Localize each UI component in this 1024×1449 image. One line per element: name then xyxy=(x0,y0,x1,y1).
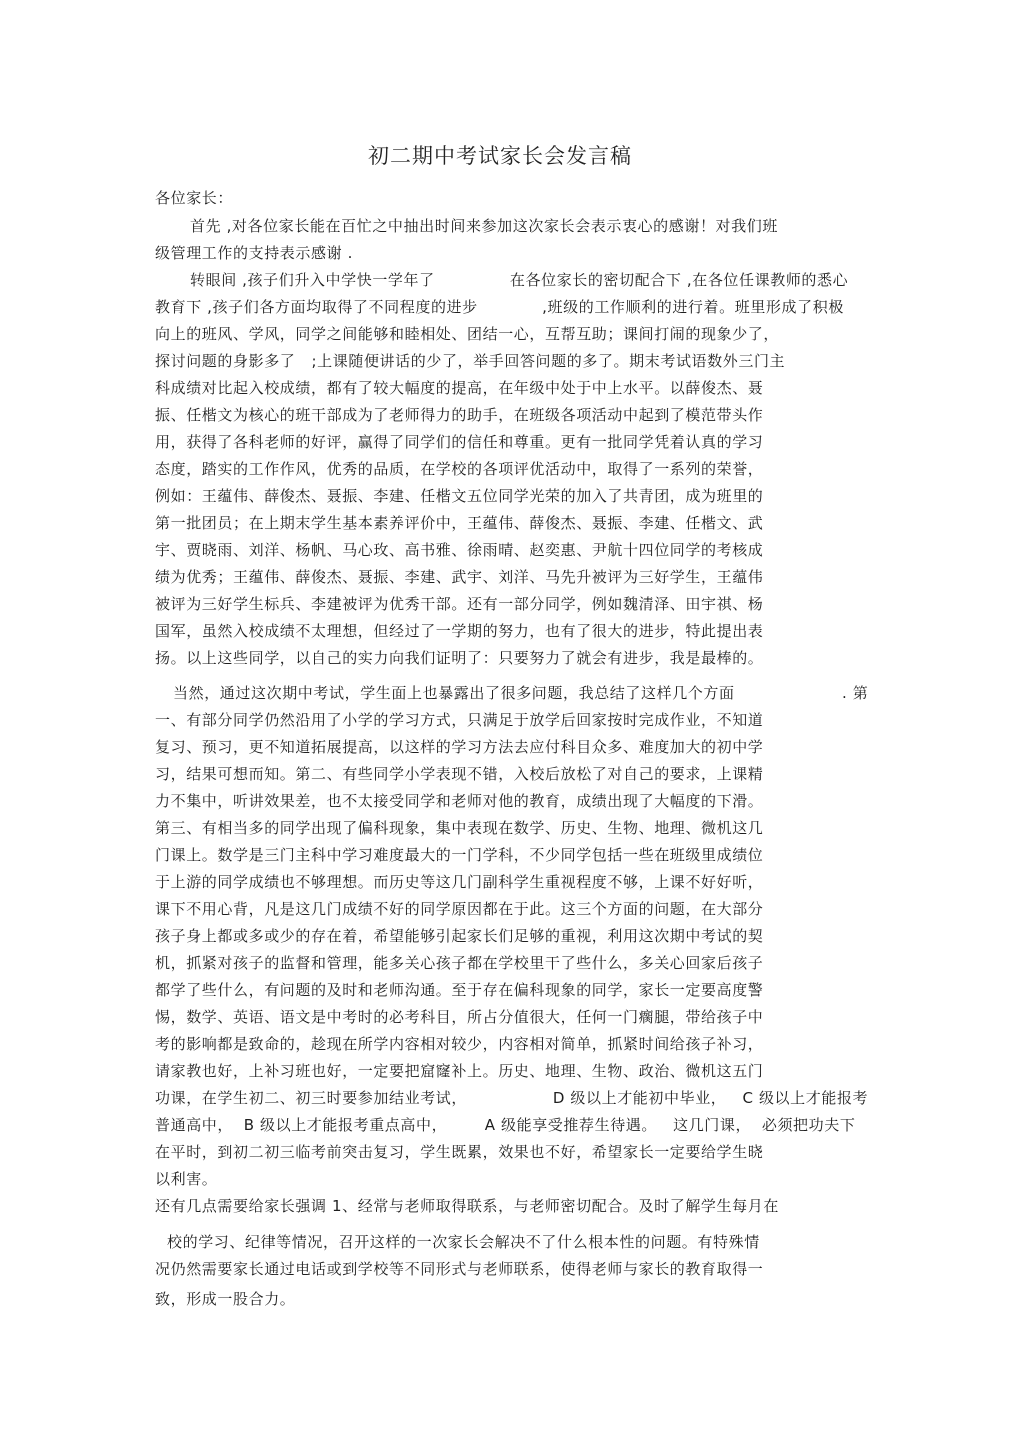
paragraph-line: 绩为优秀；王蕴伟、薛俊杰、聂振、李建、武宇、刘洋、马先升被评为三好学生，王蕴伟 xyxy=(155,568,764,586)
paragraph-line: 力不集中，听讲效果差，也不太接受同学和老师对他的教育，成绩出现了大幅度的下滑。 xyxy=(155,792,764,810)
paragraph-line: 以利害。 xyxy=(155,1170,218,1188)
paragraph-line: 转眼间 ,孩子们升入中学快一学年了 在各位家长的密切配合下 ,在各位任课教师的悉心 xyxy=(190,271,849,289)
paragraph-line: 探讨问题的身影多了 ;上课随便讲话的少了，举手回答问题的多了。期末考试语数外三门主 xyxy=(155,352,786,370)
paragraph-line: 考的影响都是致命的，趁现在所学内容相对较少，内容相对简单，抓紧时间给孩子补习， xyxy=(155,1035,764,1053)
paragraph-line: 复习、预习，更不知道拓展提高，以这样的学习方法去应付科目众多、难度加大的初中学 xyxy=(155,738,764,756)
paragraph-line: 校的学习、纪律等情况，召开这样的一次家长会解决不了什么根本性的问题。有特殊情 xyxy=(167,1233,760,1251)
document-title: 初二期中考试家长会发言稿 xyxy=(368,144,632,168)
paragraph-line: 第一批团员；在上期末学生基本素养评价中，王蕴伟、薛俊杰、聂振、李建、任楷文、武 xyxy=(155,514,764,532)
paragraph-line: 向上的班风、学风，同学之间能够和睦相处、团结一心，互帮互助；课间打闹的现象少了， xyxy=(155,325,780,343)
paragraph-line: 习，结果可想而知。第二、有些同学小学表现不错，入校后放松了对自己的要求，上课精 xyxy=(155,765,764,783)
paragraph-line: 请家教也好，上补习班也好，一定要把窟窿补上。历史、地理、生物、政治、微机这五门 xyxy=(155,1062,764,1080)
paragraph-line: 于上游的同学成绩也不够理想。而历史等这几门副科学生重视程度不够，上课不好好听， xyxy=(155,873,764,891)
paragraph-line: 教育下 ,孩子们各方面均取得了不同程度的进步 ,班级的工作顺利的进行着。班里形成了积极 xyxy=(155,298,844,316)
paragraph-line: 宇、贾晓雨、刘洋、杨帆、马心玫、高书雅、徐雨晴、赵奕惠、尹航十四位同学的考核成 xyxy=(155,541,764,559)
paragraph-line: 机，抓紧对孩子的监督和管理，能多关心孩子都在学校里干了些什么，多关心回家后孩子 xyxy=(155,954,764,972)
paragraph-line: 课下不用心背，凡是这几门成绩不好的同学原因都在于此。这三个方面的问题，在大部分 xyxy=(155,900,764,918)
paragraph-line: 扬。以上这些同学，以自己的实力向我们证明了：只要努力了就会有进步，我是最棒的。 xyxy=(155,649,764,667)
paragraph-line: 惕，数学、英语、语文是中考时的必考科目，所占分值很大，任何一门瘸腿，带给孩子中 xyxy=(155,1008,764,1026)
salutation: 各位家长： xyxy=(155,189,234,207)
paragraph-line: 都学了些什么，有问题的及时和老师沟通。至于存在偏科现象的同学，家长一定要高度警 xyxy=(155,981,764,999)
paragraph-line: 态度，踏实的工作作风，优秀的品质，在学校的各项评优活动中，取得了一系列的荣誉， xyxy=(155,460,764,478)
paragraph-line: 国军，虽然入校成绩不太理想，但经过了一学期的努力，也有了很大的进步，特此提出表 xyxy=(155,622,764,640)
paragraph-line: 孩子身上都或多或少的存在着，希望能够引起家长们足够的重视，利用这次期中考试的契 xyxy=(155,927,764,945)
paragraph-line: 科成绩对比起入校成绩，都有了较大幅度的提高，在年级中处于中上水平。以薛俊杰、聂 xyxy=(155,379,764,397)
paragraph-line: 普通高中， B 级以上才能报考重点高中， A 级能享受推荐生待遇。 这几门课， 必须把功夫下 xyxy=(155,1116,856,1134)
paragraph-line: 门课上。数学是三门主科中学习难度最大的一门学科，不少同学包括一些在班级里成绩位 xyxy=(155,846,764,864)
paragraph-line: 况仍然需要家长通过电话或到学校等不同形式与老师联系，使得老师与家长的教育取得一 xyxy=(155,1260,764,1278)
paragraph-line: 首先 ,对各位家长能在百忙之中抽出时间来参加这次家长会表示衷心的感谢！对我们班 xyxy=(190,217,778,235)
paragraph-line: 还有几点需要给家长强调 1、经常与老师取得联系，与老师密切配合。及时了解学生每月在 xyxy=(155,1197,779,1215)
paragraph-line: 被评为三好学生标兵、李建被评为优秀干部。还有一部分同学，例如魏清泽、田宇祺、杨 xyxy=(155,595,764,613)
paragraph-line: 振、任楷文为核心的班干部成为了老师得力的助手，在班级各项活动中起到了模范带头作 xyxy=(155,406,764,424)
paragraph-line: 级管理工作的支持表示感谢 . xyxy=(155,244,353,262)
paragraph-line: 用，获得了各科老师的好评，赢得了同学们的信任和尊重。更有一批同学凭着认真的学习 xyxy=(155,433,764,451)
paragraph-line: 一、有部分同学仍然沿用了小学的学习方式，只满足于放学后回家按时完成作业，不知道 xyxy=(155,711,764,729)
paragraph-line: 致，形成一股合力。 xyxy=(155,1290,296,1308)
paragraph-line: 当然，通过这次期中考试，学生面上也暴露出了很多问题，我总结了这样几个方面 . 第 xyxy=(173,684,869,702)
paragraph-line: 例如：王蕴伟、薛俊杰、聂振、李建、任楷文五位同学光荣的加入了共青团，成为班里的 xyxy=(155,487,764,505)
paragraph-line: 功课，在学生初二、初三时要参加结业考试， D 级以上才能初中毕业， C 级以上才能报考 xyxy=(155,1089,869,1107)
paragraph-line: 第三、有相当多的同学出现了偏科现象，集中表现在数学、历史、生物、地理、微机这几 xyxy=(155,819,764,837)
paragraph-line: 在平时，到初二初三临考前突击复习，学生既累，效果也不好，希望家长一定要给学生晓 xyxy=(155,1143,764,1161)
